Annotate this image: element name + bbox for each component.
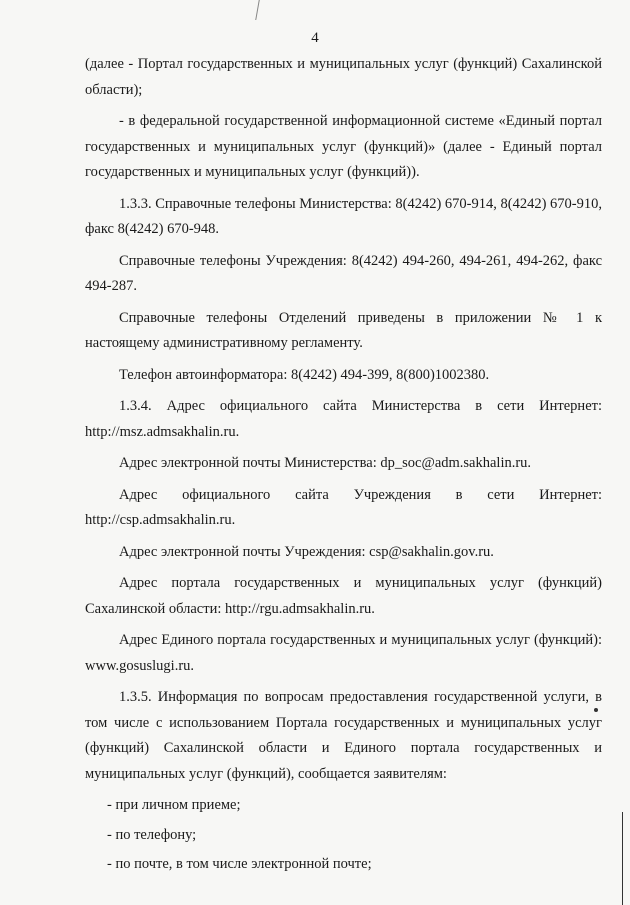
document-body xyxy=(85,52,602,882)
paragraph-institution-phones: Справочные телефоны Учреждения: 8(4242) 494-260, 494-261, 494-262, факс 494-287. xyxy=(85,252,602,294)
paragraph-autoinformer-phone: Телефон автоинформатора: 8(4242) 494-399, 8(800)1002380. xyxy=(119,366,490,383)
paragraph-ministry-email: Адрес электронной почты Министерства: dp_soc@adm.sakhalin.ru. xyxy=(119,455,532,471)
pen-mark xyxy=(255,0,268,20)
paragraph-institution-website: Адрес официального сайта Учреждения в сети Интернет: http://csp.admsakhalin.ru. xyxy=(85,486,602,528)
list-item: - по телефону; xyxy=(107,826,197,843)
paragraph-unified-portal: Адрес Единого портала государственных и муниципальных услуг (функций): www.gosuslugi.ru. xyxy=(85,632,602,674)
paragraph-ministry-website: 1.3.4. Адрес официального сайта Министерства в сети Интернет: http://msz.admsakhalin.ru. xyxy=(85,398,602,440)
paragraph-federal-system: - в федеральной государственной информационной системе «Единый портал государственных и муниципальных услуг (функций)» (далее - Единый портал государственных и муниципальных услуг (функций)). xyxy=(85,113,602,180)
list-item: - по почте, в том числе электронной почте; xyxy=(107,856,372,872)
scan-speck xyxy=(594,708,598,712)
paragraph-department-phones: Справочные телефоны Отделений приведены в приложении № 1 к настоящему административному регламенту. xyxy=(85,309,602,351)
paragraph-portal-continuation: (далее - Портал государственных и муниципальных услуг (функций) Сахалинской области); xyxy=(85,56,602,98)
list-item: - при личном приеме; xyxy=(107,797,241,813)
paragraph-ministry-phones: 1.3.3. Справочные телефоны Министерства: 8(4242) 670-914, 8(4242) 670-910, факс 8(4242) 670-948. xyxy=(85,195,602,237)
paragraph-information-provision: 1.3.5. Информация по вопросам предоставления государственной услуги, в том числе с использованием Портала государственных и муниципальных услуг (функций) Сахалинской области и Единого портала государственных и муниципальных услуг (функций), сообщается заявителям: xyxy=(85,689,602,782)
scan-edge-line xyxy=(622,812,623,905)
paragraph-institution-email: Адрес электронной почты Учреждения: csp@sakhalin.gov.ru. xyxy=(119,543,494,560)
page-number: 4 xyxy=(311,30,319,46)
paragraph-regional-portal: Адрес портала государственных и муниципальных услуг (функций) Сахалинской области: http://rgu.admsakhalin.ru. xyxy=(85,575,602,617)
